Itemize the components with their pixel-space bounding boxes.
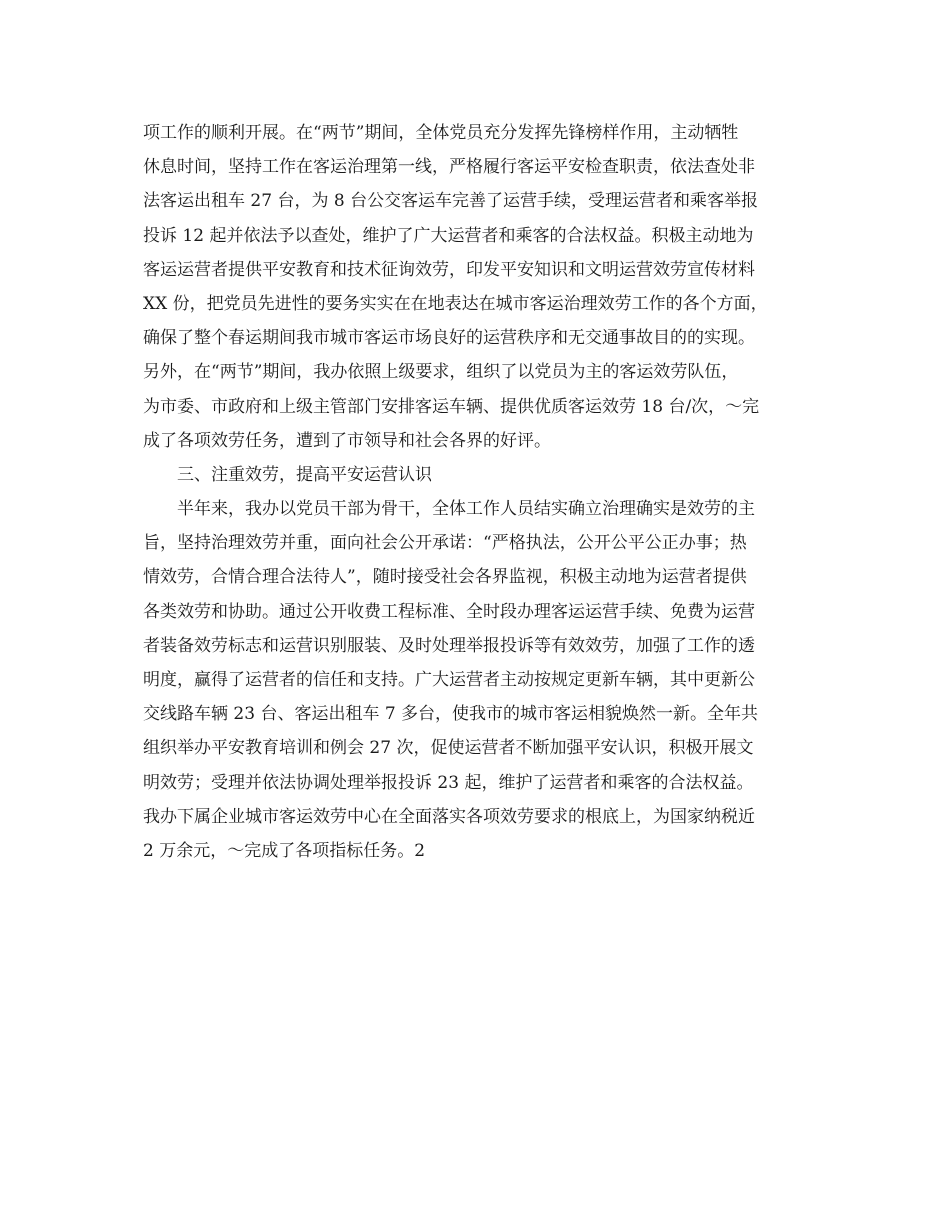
text-line: 情效劳，合情合理合法待人”，随时接受社会各界监视，积极主动地为运营者提供 — [143, 567, 747, 588]
text-line: 为市委、市政府和上级主管部门安排客运车辆、提供优质客运效劳 18 台/次，～完 — [143, 396, 760, 417]
text-line: 交线路车辆 23 台、客运出租车 7 多台，使我市的城市客运相貌焕然一新。全年共 — [143, 704, 759, 725]
text-line: 客运运营者提供平安教育和技术征询效劳，印发平安知识和文明运营效劳宣传材料 — [143, 259, 755, 280]
body-text — [143, 116, 823, 868]
text-line: 各类效劳和协助。通过公开收费工程标准、全时段办理客运运营手续、免费为运营 — [143, 601, 755, 622]
text-line: 另外，在“两节”期间，我办依照上级要求，组织了以党员为主的客运效劳队伍， — [143, 362, 739, 383]
text-line: 组织举办平安教育培训和例会 27 次，促使运营者不断加强平安认识，积极开展文 — [143, 738, 754, 759]
text-line: 成了各项效劳任务，遭到了市领导和社会各界的好评。 — [143, 430, 551, 451]
paragraph-first-line: 三、注重效劳，提高平安运营认识 — [177, 464, 432, 485]
text-line: 者装备效劳标志和运营识别服装、及时处理举报投诉等有效效劳，加强了工作的透 — [143, 635, 755, 656]
text-line: 2 万余元，～完成了各项指标任务。2 — [143, 840, 426, 861]
text-line: 法客运出租车 27 台，为 8 台公交客运车完善了运营手续，受理运营者和乘客举报 — [143, 191, 759, 212]
text-line: 确保了整个春运期间我市城市客运市场良好的运营秩序和无交通事故目的的实现。 — [143, 328, 755, 349]
text-line: 旨，坚持治理效劳并重，面向社会公开承诺：“严格执法，公开公平公正办事；热 — [143, 533, 747, 554]
paragraph-first-line: 半年来，我办以党员干部为骨干，全体工作人员结实确立治理确实是效劳的主 — [177, 499, 755, 520]
text-line: XX 份，把党员先进性的要务实实在在地表达在城市客运治理效劳工作的各个方面， — [143, 293, 768, 314]
text-line: 明度，赢得了运营者的信任和支持。广大运营者主动按规定更新车辆，其中更新公 — [143, 670, 755, 690]
text-line: 明效劳；受理并依法协调处理举报投诉 23 起，维护了运营者和乘客的合法权益。 — [143, 772, 754, 793]
text-line: 投诉 12 起并依法予以查处，维护了广大运营者和乘客的合法权益。积极主动地为 — [143, 225, 754, 246]
text-line: 休息时间，坚持工作在客运治理第一线，严格履行客运平安检查职责，依法查处非 — [143, 157, 755, 178]
text-line: 项工作的顺利开展。在“两节”期间，全体党员充分发挥先锋榜样作用，主动牺牲 — [143, 123, 739, 143]
text-line: 我办下属企业城市客运效劳中心在全面落实各项效劳要求的根底上，为国家纳税近 — [143, 806, 755, 827]
